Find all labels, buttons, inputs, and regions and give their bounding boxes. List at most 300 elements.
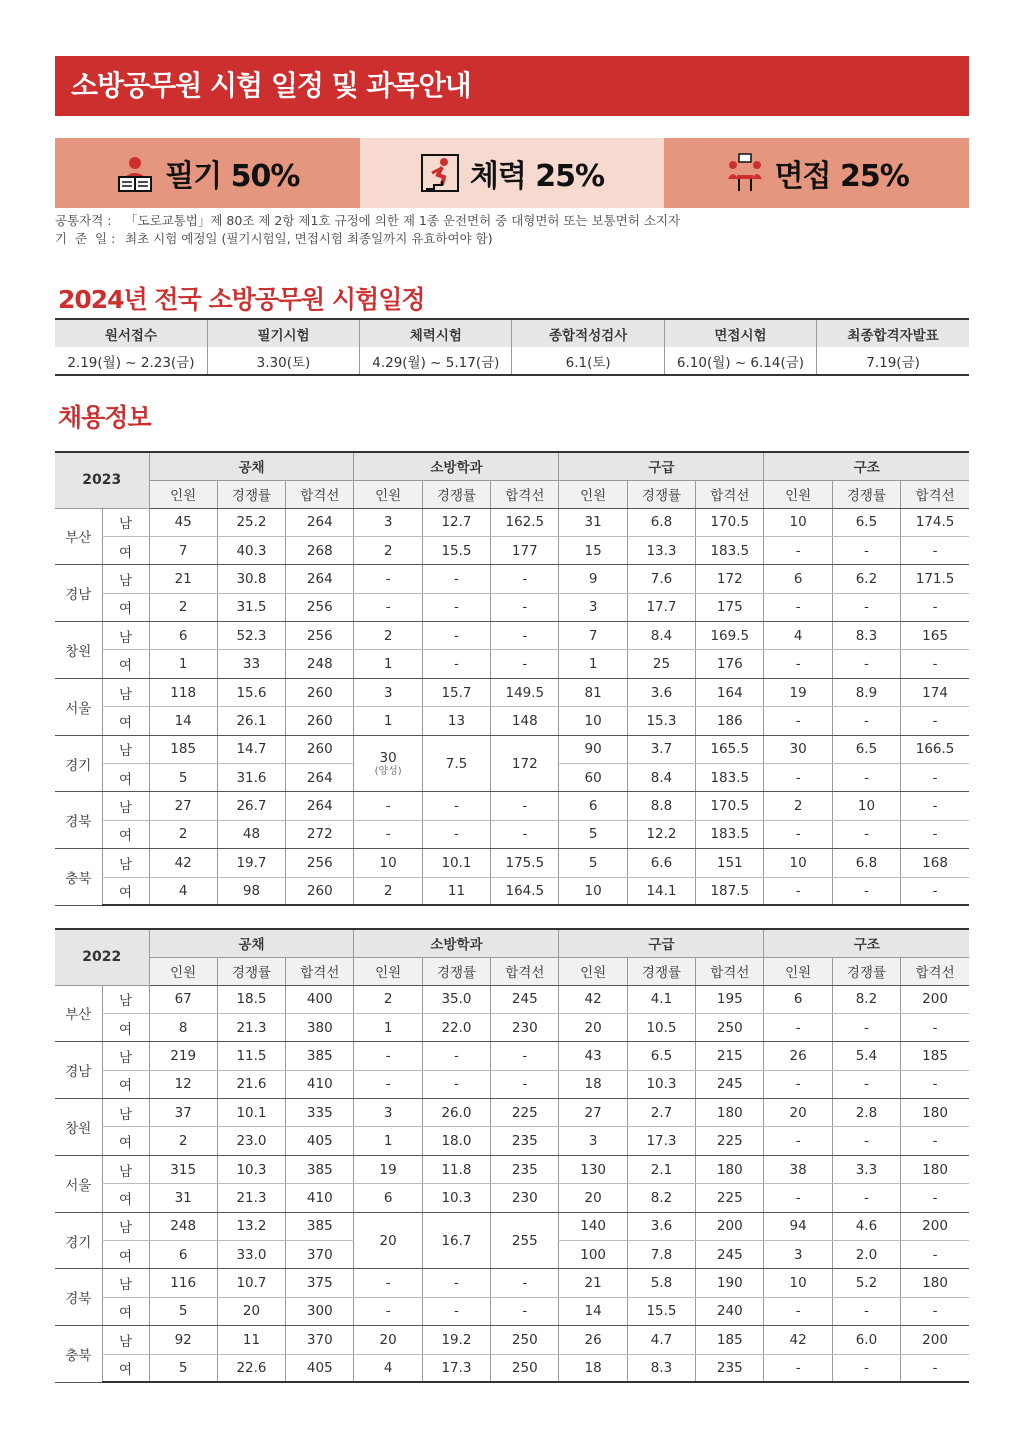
data-cell: 164.5: [491, 877, 559, 905]
data-cell: 2: [149, 593, 217, 621]
data-cell: 370: [286, 1241, 354, 1269]
data-cell: 170.5: [696, 508, 764, 536]
category-header: 구조: [764, 929, 969, 957]
data-cell: 2: [354, 877, 422, 905]
column-header: 인원: [149, 957, 217, 985]
data-cell: 5: [149, 1354, 217, 1382]
data-cell: 26: [559, 1326, 627, 1354]
data-cell: 18: [559, 1354, 627, 1382]
table-row: [55, 565, 969, 593]
table-row: [55, 508, 969, 536]
data-cell: 20: [354, 1326, 422, 1354]
data-cell: 8.3: [832, 622, 900, 650]
data-cell: 235: [491, 1127, 559, 1155]
data-cell: 10.7: [217, 1269, 285, 1297]
data-cell: -: [491, 1269, 559, 1297]
data-cell: 10: [764, 849, 832, 877]
gender-label: 여: [102, 1184, 149, 1212]
note-text: 「도로교통법」제 80조 제 2항 제1호 규정에 의한 제 1종 운전면허 중 대형면허 또는 보통면허 소지자: [125, 213, 681, 228]
table-row: [55, 1297, 969, 1325]
data-cell: 200: [901, 985, 969, 1013]
merged-cell: 255: [491, 1212, 559, 1269]
data-cell: 250: [491, 1326, 559, 1354]
data-cell: 10.3: [422, 1184, 490, 1212]
data-cell: 3: [559, 1127, 627, 1155]
data-cell: 175.5: [491, 849, 559, 877]
data-cell: 26.1: [217, 707, 285, 735]
data-cell: 5: [559, 820, 627, 848]
data-cell: 43: [559, 1042, 627, 1070]
gender-label: 남: [102, 565, 149, 593]
data-cell: 151: [696, 849, 764, 877]
data-cell: 26.0: [422, 1099, 490, 1127]
region-label: 창원: [55, 622, 102, 679]
schedule-header: 원서접수: [55, 319, 207, 347]
data-cell: -: [901, 764, 969, 792]
data-cell: 20: [217, 1297, 285, 1325]
merged-cell: 7.5: [422, 735, 490, 792]
data-cell: 225: [696, 1127, 764, 1155]
data-cell: 15.7: [422, 678, 490, 706]
data-cell: 183.5: [696, 820, 764, 848]
column-header: 인원: [559, 957, 627, 985]
note-row: [55, 212, 680, 230]
table-row: [55, 622, 969, 650]
region-label: 서울: [55, 678, 102, 735]
column-header: 합격선: [491, 957, 559, 985]
column-header: 인원: [764, 957, 832, 985]
data-cell: 250: [696, 1013, 764, 1041]
data-cell: 185: [696, 1326, 764, 1354]
data-cell: 180: [901, 1099, 969, 1127]
data-cell: -: [354, 1070, 422, 1098]
data-cell: 240: [696, 1297, 764, 1325]
table-row: [55, 1127, 969, 1155]
data-cell: 31.5: [217, 593, 285, 621]
data-cell: 38: [764, 1155, 832, 1183]
region-label: 경북: [55, 1269, 102, 1326]
data-cell: 6.8: [832, 849, 900, 877]
data-cell: 6.5: [832, 735, 900, 763]
year-header: 2022: [55, 929, 149, 985]
data-cell: 20: [764, 1099, 832, 1127]
data-cell: 180: [696, 1099, 764, 1127]
data-cell: 12: [149, 1070, 217, 1098]
gender-label: 남: [102, 1042, 149, 1070]
data-cell: 26.7: [217, 792, 285, 820]
data-cell: -: [832, 764, 900, 792]
data-cell: 225: [696, 1184, 764, 1212]
data-cell: -: [764, 1354, 832, 1382]
data-cell: 264: [286, 565, 354, 593]
hire-table-2023: [55, 451, 969, 906]
data-cell: 219: [149, 1042, 217, 1070]
region-label: 경기: [55, 735, 102, 792]
data-cell: 4: [149, 877, 217, 905]
data-cell: -: [491, 1042, 559, 1070]
data-cell: 15.6: [217, 678, 285, 706]
table-row: [55, 877, 969, 905]
data-cell: 385: [286, 1212, 354, 1240]
data-cell: 13: [422, 707, 490, 735]
data-cell: 260: [286, 707, 354, 735]
data-cell: 17.3: [422, 1354, 490, 1382]
data-cell: -: [491, 1297, 559, 1325]
data-cell: 11: [422, 877, 490, 905]
gender-label: 여: [102, 1070, 149, 1098]
data-cell: 15: [559, 536, 627, 564]
data-cell: -: [764, 764, 832, 792]
data-cell: 118: [149, 678, 217, 706]
data-cell: 2: [149, 1127, 217, 1155]
gender-label: 남: [102, 1099, 149, 1127]
data-cell: 48: [217, 820, 285, 848]
data-cell: 42: [149, 849, 217, 877]
data-cell: 230: [491, 1184, 559, 1212]
data-cell: -: [491, 650, 559, 678]
data-cell: 195: [696, 985, 764, 1013]
data-cell: 410: [286, 1184, 354, 1212]
page-title: 소방공무원 시험 일정 및 과목안내: [55, 56, 969, 116]
data-cell: 1: [354, 1127, 422, 1155]
data-cell: 27: [559, 1099, 627, 1127]
merged-cell: 172: [491, 735, 559, 792]
data-cell: 31: [559, 508, 627, 536]
data-cell: 200: [901, 1212, 969, 1240]
data-cell: -: [832, 536, 900, 564]
data-cell: 33: [217, 650, 285, 678]
data-cell: 385: [286, 1042, 354, 1070]
data-cell: 2.7: [627, 1099, 695, 1127]
data-cell: 15.5: [627, 1297, 695, 1325]
data-cell: 215: [696, 1042, 764, 1070]
data-cell: 248: [149, 1212, 217, 1240]
gender-label: 남: [102, 1155, 149, 1183]
ratio-interview-label: 면접 25%: [774, 159, 909, 194]
table-row: [55, 849, 969, 877]
schedule-value: 3.30(토): [207, 347, 359, 375]
note-label: 공통자격 :: [55, 213, 112, 228]
column-header: 경쟁률: [627, 957, 695, 985]
gender-label: 남: [102, 985, 149, 1013]
data-cell: 27: [149, 792, 217, 820]
schedule-header: 면접시험: [664, 319, 816, 347]
data-cell: -: [764, 707, 832, 735]
data-cell: -: [491, 593, 559, 621]
table-row: [55, 1013, 969, 1041]
data-cell: -: [832, 1013, 900, 1041]
hire-table-2022: [55, 928, 969, 1383]
schedule-title: 2024년 전국 소방공무원 시험일정: [58, 285, 425, 314]
data-cell: 4: [354, 1354, 422, 1382]
data-cell: -: [764, 820, 832, 848]
table-row: [55, 650, 969, 678]
data-cell: 30.8: [217, 565, 285, 593]
data-cell: -: [901, 1297, 969, 1325]
data-cell: -: [422, 565, 490, 593]
data-cell: 170.5: [696, 792, 764, 820]
column-header: 합격선: [286, 480, 354, 508]
data-cell: 268: [286, 536, 354, 564]
data-cell: 10.1: [422, 849, 490, 877]
data-cell: 5.2: [832, 1269, 900, 1297]
data-cell: 2: [764, 792, 832, 820]
column-header: 경쟁률: [422, 480, 490, 508]
column-header: 합격선: [901, 957, 969, 985]
data-cell: 6: [149, 622, 217, 650]
gender-label: 남: [102, 1326, 149, 1354]
data-cell: 6: [354, 1184, 422, 1212]
data-cell: 22.6: [217, 1354, 285, 1382]
data-cell: -: [354, 792, 422, 820]
data-cell: 185: [901, 1042, 969, 1070]
data-cell: 370: [286, 1326, 354, 1354]
table-row: [55, 1212, 969, 1240]
data-cell: -: [354, 1042, 422, 1070]
data-cell: 256: [286, 849, 354, 877]
category-header: 공채: [149, 452, 354, 480]
data-cell: 13.2: [217, 1212, 285, 1240]
data-cell: 245: [491, 985, 559, 1013]
region-label: 서울: [55, 1155, 102, 1212]
data-cell: 200: [696, 1212, 764, 1240]
schedule-header: 필기시험: [207, 319, 359, 347]
schedule-value: 6.1(토): [512, 347, 664, 375]
data-cell: 12.7: [422, 508, 490, 536]
data-cell: 8.4: [627, 764, 695, 792]
gender-label: 남: [102, 1269, 149, 1297]
data-cell: 230: [491, 1013, 559, 1041]
data-cell: 1: [559, 650, 627, 678]
category-header: 구급: [559, 452, 764, 480]
data-cell: -: [354, 1297, 422, 1325]
gender-label: 남: [102, 678, 149, 706]
data-cell: -: [901, 792, 969, 820]
data-cell: 260: [286, 735, 354, 763]
data-cell: 37: [149, 1099, 217, 1127]
data-cell: -: [764, 1013, 832, 1041]
region-label: 경남: [55, 1042, 102, 1099]
data-cell: 6: [149, 1241, 217, 1269]
table-row: [55, 820, 969, 848]
data-cell: 235: [696, 1354, 764, 1382]
column-header: 경쟁률: [217, 957, 285, 985]
data-cell: 264: [286, 792, 354, 820]
ratio-physical-label: 체력 25%: [469, 159, 605, 194]
data-cell: 169.5: [696, 622, 764, 650]
data-cell: 140: [559, 1212, 627, 1240]
column-header: 합격선: [491, 480, 559, 508]
gender-label: 여: [102, 536, 149, 564]
data-cell: 3.7: [627, 735, 695, 763]
data-cell: 8.8: [627, 792, 695, 820]
data-cell: -: [764, 1297, 832, 1325]
data-cell: 185: [149, 735, 217, 763]
data-cell: 180: [901, 1155, 969, 1183]
ratio-physical: [360, 138, 665, 208]
data-cell: 5.8: [627, 1269, 695, 1297]
category-header: 구조: [764, 452, 969, 480]
data-cell: 190: [696, 1269, 764, 1297]
data-cell: -: [491, 1070, 559, 1098]
data-cell: -: [764, 536, 832, 564]
data-cell: 4.1: [627, 985, 695, 1013]
data-cell: -: [901, 1184, 969, 1212]
data-cell: -: [491, 820, 559, 848]
data-cell: 1: [149, 650, 217, 678]
data-cell: 11.8: [422, 1155, 490, 1183]
category-header: 소방학과: [354, 929, 559, 957]
data-cell: 7.8: [627, 1241, 695, 1269]
data-cell: 4.6: [832, 1212, 900, 1240]
column-header: 경쟁률: [832, 480, 900, 508]
region-label: 경북: [55, 792, 102, 849]
data-cell: 10: [559, 877, 627, 905]
schedule-header: 체력시험: [360, 319, 512, 347]
data-cell: -: [901, 536, 969, 564]
data-cell: 180: [901, 1269, 969, 1297]
data-cell: 375: [286, 1269, 354, 1297]
data-cell: -: [901, 593, 969, 621]
data-cell: -: [764, 593, 832, 621]
data-cell: 33.0: [217, 1241, 285, 1269]
data-cell: 7.6: [627, 565, 695, 593]
gender-label: 여: [102, 820, 149, 848]
data-cell: -: [901, 1070, 969, 1098]
data-cell: 174.5: [901, 508, 969, 536]
data-cell: 1: [354, 707, 422, 735]
data-cell: 15.5: [422, 536, 490, 564]
data-cell: 3: [354, 508, 422, 536]
data-cell: 315: [149, 1155, 217, 1183]
data-cell: -: [422, 593, 490, 621]
data-cell: 186: [696, 707, 764, 735]
data-cell: 183.5: [696, 536, 764, 564]
gender-label: 남: [102, 849, 149, 877]
data-cell: 380: [286, 1013, 354, 1041]
data-cell: 248: [286, 650, 354, 678]
data-cell: 2: [354, 985, 422, 1013]
data-cell: 256: [286, 593, 354, 621]
column-header: 인원: [354, 480, 422, 508]
data-cell: -: [901, 820, 969, 848]
data-cell: 25: [627, 650, 695, 678]
gender-label: 남: [102, 508, 149, 536]
gender-label: 남: [102, 622, 149, 650]
data-cell: 18.0: [422, 1127, 490, 1155]
data-cell: 6.6: [627, 849, 695, 877]
data-cell: 19: [354, 1155, 422, 1183]
data-cell: 164: [696, 678, 764, 706]
data-cell: -: [901, 1127, 969, 1155]
data-cell: -: [764, 877, 832, 905]
data-cell: 3: [559, 593, 627, 621]
data-cell: 10: [764, 1269, 832, 1297]
data-cell: -: [901, 650, 969, 678]
data-cell: 8.9: [832, 678, 900, 706]
year-header: 2023: [55, 452, 149, 508]
gender-label: 남: [102, 792, 149, 820]
data-cell: 22.0: [422, 1013, 490, 1041]
note-text: 최초 시험 예정일 (필기시험일, 면접시험 최종일까지 유효하여야 함): [125, 231, 493, 246]
table-row: [55, 1269, 969, 1297]
data-cell: -: [422, 1297, 490, 1325]
data-cell: -: [354, 1269, 422, 1297]
table-row: [55, 792, 969, 820]
data-cell: -: [422, 650, 490, 678]
data-cell: 250: [491, 1354, 559, 1382]
data-cell: 10: [832, 792, 900, 820]
data-cell: 6: [559, 792, 627, 820]
data-cell: 21.3: [217, 1013, 285, 1041]
data-cell: 187.5: [696, 877, 764, 905]
data-cell: 7: [149, 536, 217, 564]
table-row: [55, 593, 969, 621]
data-cell: -: [491, 792, 559, 820]
data-cell: 45: [149, 508, 217, 536]
data-cell: -: [901, 1241, 969, 1269]
gender-label: 여: [102, 1013, 149, 1041]
data-cell: 94: [764, 1212, 832, 1240]
data-cell: 6: [764, 985, 832, 1013]
merged-cell: [354, 735, 422, 792]
data-cell: 10: [764, 508, 832, 536]
data-cell: 10.1: [217, 1099, 285, 1127]
gender-label: 여: [102, 877, 149, 905]
data-cell: 17.7: [627, 593, 695, 621]
data-cell: 2: [354, 536, 422, 564]
schedule-value: 7.19(금): [817, 347, 969, 375]
data-cell: -: [832, 707, 900, 735]
data-cell: 174: [901, 678, 969, 706]
column-header: 인원: [764, 480, 832, 508]
data-cell: 11.5: [217, 1042, 285, 1070]
schedule-header: 최종합격자발표: [817, 319, 969, 347]
column-header: 합격선: [901, 480, 969, 508]
data-cell: 2.8: [832, 1099, 900, 1127]
data-cell: 180: [696, 1155, 764, 1183]
interview-icon: [725, 153, 765, 193]
category-header: 구급: [559, 929, 764, 957]
table-row: [55, 1099, 969, 1127]
data-cell: 335: [286, 1099, 354, 1127]
merged-cell: 16.7: [422, 1212, 490, 1269]
data-cell: -: [422, 792, 490, 820]
table-row: [55, 707, 969, 735]
data-cell: 26: [764, 1042, 832, 1070]
data-cell: 6: [764, 565, 832, 593]
data-cell: 260: [286, 678, 354, 706]
data-cell: -: [491, 622, 559, 650]
data-cell: -: [832, 877, 900, 905]
data-cell: 165.5: [696, 735, 764, 763]
data-cell: 25.2: [217, 508, 285, 536]
table-row: [55, 1184, 969, 1212]
data-cell: 31.6: [217, 764, 285, 792]
data-cell: 15.3: [627, 707, 695, 735]
data-cell: 405: [286, 1354, 354, 1382]
data-cell: 10: [559, 707, 627, 735]
data-cell: -: [354, 593, 422, 621]
data-cell: 10.5: [627, 1013, 695, 1041]
column-header: 합격선: [286, 957, 354, 985]
merged-note: (양성): [374, 766, 402, 778]
data-cell: 2.0: [832, 1241, 900, 1269]
column-header: 인원: [559, 480, 627, 508]
data-cell: 81: [559, 678, 627, 706]
data-cell: 35.0: [422, 985, 490, 1013]
merged-count: 30: [379, 750, 397, 767]
